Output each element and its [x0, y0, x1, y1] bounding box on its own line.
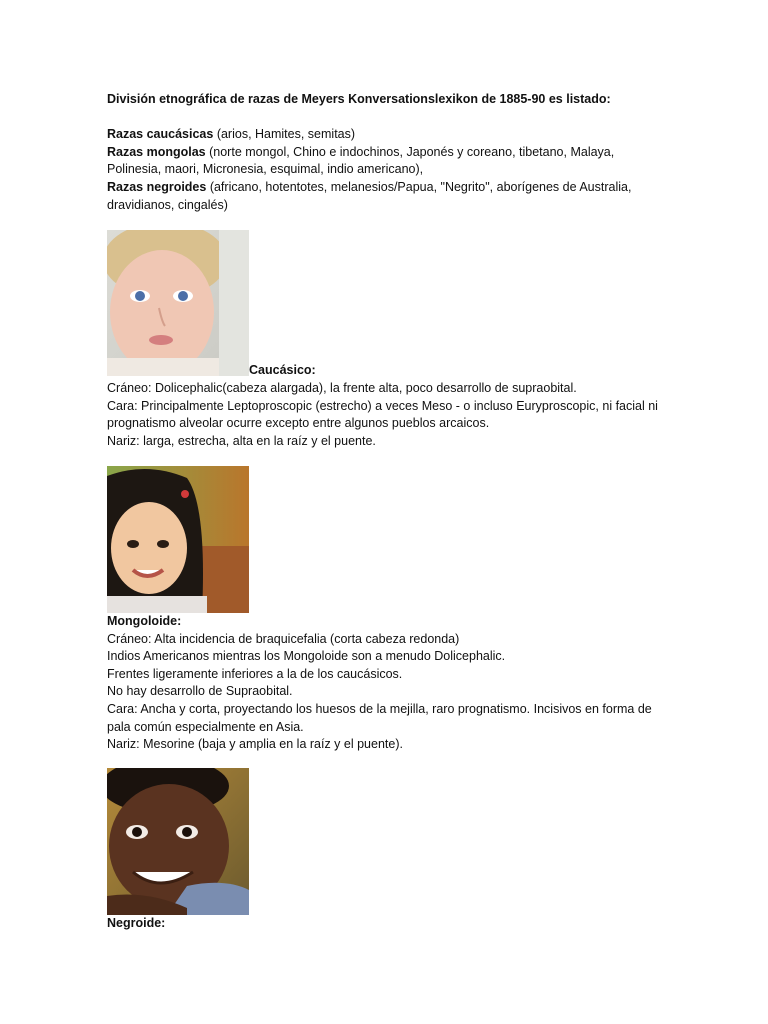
- caucasico-line-1: Cráneo: Dolicephalic(cabeza alargada), la frente alta, poco desarrollo de supraobital.: [107, 381, 577, 395]
- negroide-block: [107, 915, 667, 933]
- child-portrait-photo-3: [107, 768, 249, 915]
- photo-child-1: [107, 230, 249, 376]
- caucasico-line-3: Nariz: larga, estrecha, alta en la raíz y el puente.: [107, 433, 376, 448]
- race-caucasian: Razas caucásicas (arios, Hamites, semitas): [107, 127, 356, 142]
- heading-negroide: Negroide:: [107, 916, 166, 930]
- spacer: [107, 109, 667, 127]
- mongoloide-block: [107, 613, 667, 754]
- child-portrait-photo-1: [107, 230, 249, 376]
- race-negroid: Razas negroides (africano, hotentotes, melanesios/Papua, "Negrito", aborígenes de Australia, dravidianos, cingalés): [107, 179, 632, 212]
- heading-caucasico: Caucásico:: [249, 363, 316, 377]
- photo-child-2: [107, 466, 249, 613]
- caucasico-block: [107, 380, 667, 450]
- race-mongol: Razas mongolas (norte mongol, Chino e indochinos, Japonés y coreano, tibetano, Malaya, Polinesia, maori, Micronesia, esquimal, indio americano),: [107, 144, 615, 177]
- mongoloide-line-6: Nariz: Mesorine (baja y amplia en la raíz y el puente).: [107, 737, 403, 752]
- child-portrait-photo-2: [107, 466, 249, 613]
- mongoloide-line-5: Cara: Ancha y corta, proyectando los huesos de la mejilla, raro prognatismo. Incisivos en forma de pala común especialmente en Asia.: [107, 701, 652, 734]
- mongoloide-line-3: Frentes ligeramente inferiores a la de los caucásicos.: [107, 666, 403, 681]
- mongoloide-line-2: Indios Americanos mientras los Mongoloide son a menudo Dolicephalic.: [107, 649, 506, 664]
- caucasico-line-2: Cara: Principalmente Leptoproscopic (estrecho) a veces Meso - o incluso Euryproscopic, ni facial ni prognatismo alveolar ocurre excepto entre algunos pueblos arcaicos.: [107, 398, 658, 431]
- mongoloide-line-4: No hay desarrollo de Supraobital.: [107, 684, 293, 699]
- heading-mongoloide: Mongoloide:: [107, 614, 182, 628]
- photo-child-3: [107, 768, 249, 915]
- intro-block: [107, 91, 667, 214]
- mongoloide-line-1: Cráneo: Alta incidencia de braquicefalia (corta cabeza redonda): [107, 631, 460, 646]
- intro-heading: División etnográfica de razas de Meyers Konversationslexikon de 1885-90 es listado:: [107, 92, 611, 106]
